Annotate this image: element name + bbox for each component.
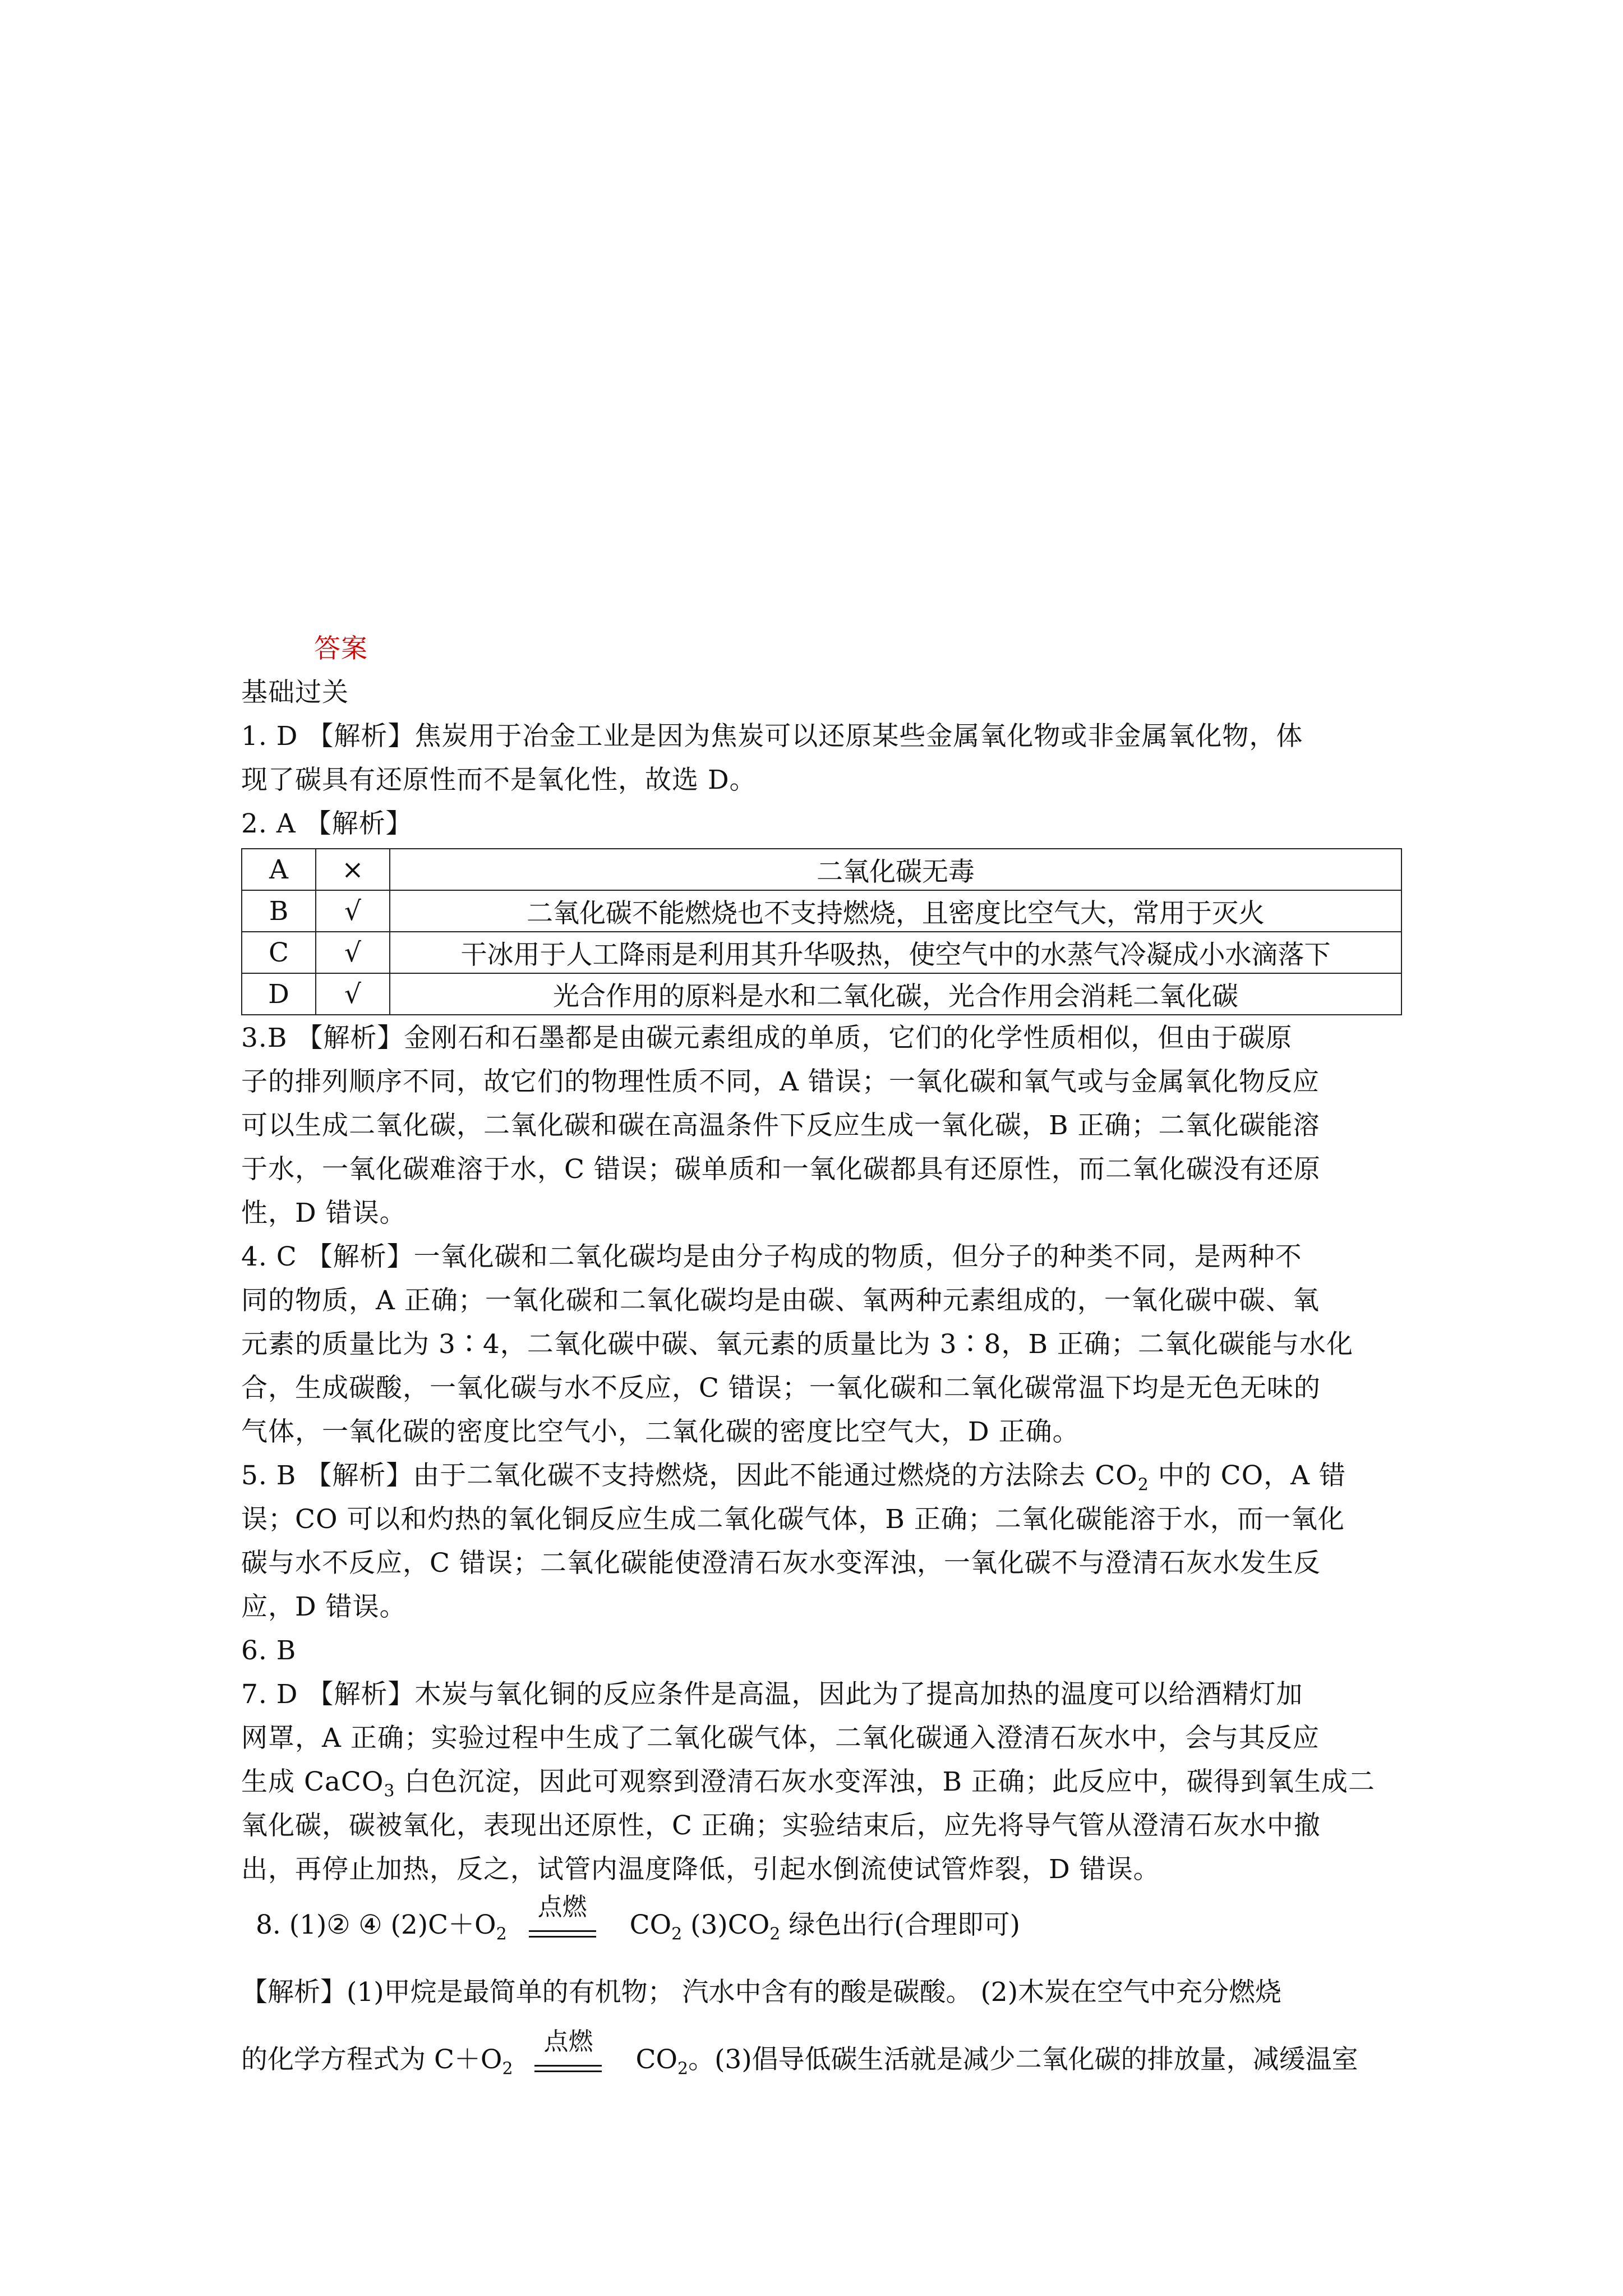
- q8-explanation-line-1: 【解析】(1)甲烷是最简单的有机物； 汽水中含有的酸是碳酸。 (2)木炭在空气中充分燃烧: [241, 1977, 1282, 2008]
- q5-line-1: [241, 1454, 1402, 1498]
- option-cell: D: [242, 973, 316, 1015]
- q7-text-b: 白色沉淀，因此可观察到澄清石灰水变浑浊，B 正确；此反应中，碳得到氧生成二: [395, 1766, 1375, 1797]
- q7-line-4: 氧化碳，碳被氧化，表现出还原性，C 正确；实验结束后，应先将导气管从澄清石灰水中撤: [241, 1810, 1321, 1841]
- verdict-cell: √: [316, 890, 390, 932]
- verdict-cell: ×: [316, 849, 390, 890]
- q4-line-3: 元素的质量比为 3∶4，二氧化碳中碳、氧元素的质量比为 3∶8，B 正确；二氧化碳能与水化: [241, 1329, 1353, 1360]
- q8-product: CO: [629, 1910, 672, 1940]
- q1-line-2: 现了碳具有还原性而不是氧化性，故选 D。: [241, 765, 757, 795]
- q7-line-3: [241, 1760, 1402, 1804]
- q5-line-2: 误；CO 可以和灼热的氧化铜反应生成二氧化碳气体，B 正确；二氧化碳能溶于水，而一氧化: [241, 1504, 1345, 1535]
- section-heading: 基础过关: [241, 677, 349, 708]
- q8-expl-product: CO: [635, 2044, 677, 2075]
- q7-line-2: 网罩，A 正确；实验过程中生成了二氧化碳气体，二氧化碳通入澄清石灰水中，会与其反应: [241, 1723, 1320, 1754]
- reaction-condition: 点燃: [543, 2027, 593, 2056]
- q2-analysis-table: [241, 848, 1402, 1015]
- explanation-cell: 二氧化碳不能燃烧也不支持燃烧，且密度比空气大，常用于灭火: [390, 890, 1401, 932]
- q8-answer-a: 8. (1)② ④ (2)C＋O: [256, 1910, 496, 1940]
- table-row: [242, 849, 1401, 890]
- option-cell: B: [242, 890, 316, 932]
- q8-answer-b: (3)CO: [682, 1910, 770, 1940]
- explanation-cell: 干冰用于人工降雨是利用其升华吸热，使空气中的水蒸气冷凝成小水滴落下: [390, 932, 1401, 973]
- q4-line-1: 4. C 【解析】一氧化碳和二氧化碳均是由分子构成的物质，但分子的种类不同，是两种不: [241, 1241, 1302, 1272]
- q4-line-5: 气体，一氧化碳的密度比空气小，二氧化碳的密度比空气大，D 正确。: [241, 1416, 1080, 1447]
- q6-line: 6. B: [241, 1635, 297, 1666]
- reaction-condition: 点燃: [537, 1893, 587, 1921]
- q8-expl-a: 的化学方程式为 C＋O: [241, 2044, 502, 2075]
- reaction-condition-arrow: [534, 2027, 602, 2078]
- q5-line-4: 应，D 错误。: [241, 1591, 407, 1622]
- q5-text-a: 5. B 【解析】由于二氧化碳不支持燃烧，因此不能通过燃烧的方法除去 CO: [241, 1460, 1138, 1491]
- explanation-cell: 二氧化碳无毒: [390, 849, 1401, 890]
- q5-text-b: 中的 CO，A 错: [1149, 1460, 1347, 1491]
- table-row: [242, 890, 1401, 932]
- verdict-cell: √: [316, 973, 390, 1015]
- q3-line-3: 可以生成二氧化碳，二氧化碳和碳在高温条件下反应生成一氧化碳，B 正确；二氧化碳能溶: [241, 1110, 1320, 1141]
- subscript: 2: [769, 1924, 781, 1944]
- q7-line-5: 出，再停止加热，反之，试管内温度降低，引起水倒流使试管炸裂，D 错误。: [241, 1854, 1160, 1885]
- q2-heading: 2. A 【解析】: [241, 808, 413, 839]
- q1-line-1: 1. D 【解析】焦炭用于冶金工业是因为焦炭可以还原某些金属氧化物或非金属氧化物，体: [241, 721, 1303, 752]
- q8-explanation-line-2: [241, 2026, 1402, 2093]
- q8-answer-line: [256, 1892, 1402, 1959]
- subscript: 2: [671, 1924, 683, 1944]
- q3-line-5: 性，D 错误。: [241, 1198, 407, 1228]
- subscript: 3: [384, 1781, 395, 1801]
- verdict-cell: √: [316, 932, 390, 973]
- q4-line-4: 合，生成碳酸，一氧化碳与水不反应，C 错误；一氧化碳和二氧化碳常温下均是无色无味的: [241, 1373, 1321, 1404]
- q3-line-2: 子的排列顺序不同，故它们的物理性质不同，A 错误；一氧化碳和氧气或与金属氧化物反应: [241, 1066, 1320, 1097]
- q4-line-2: 同的物质，A 正确；一氧化碳和二氧化碳均是由碳、氧两种元素组成的，一氧化碳中碳、氧: [241, 1285, 1320, 1316]
- q3-line-4: 于水，一氧化碳难溶于水，C 错误；碳单质和一氧化碳都具有还原性，而二氧化碳没有还原: [241, 1154, 1321, 1185]
- q5-line-3: 碳与水不反应，C 错误；二氧化碳能使澄清石灰水变浑浊，一氧化碳不与澄清石灰水发生反: [241, 1548, 1321, 1579]
- subscript: 2: [502, 2059, 513, 2079]
- option-cell: C: [242, 932, 316, 973]
- subscript: 2: [677, 2059, 689, 2079]
- option-cell: A: [242, 849, 316, 890]
- explanation-cell: 光合作用的原料是水和二氧化碳，光合作用会消耗二氧化碳: [390, 973, 1401, 1015]
- q7-line-1: 7. D 【解析】木炭与氧化铜的反应条件是高温，因此为了提高加热的温度可以给酒精灯加: [241, 1679, 1303, 1710]
- table-row: [242, 932, 1401, 973]
- q8-answer-c: 绿色出行(合理即可): [780, 1910, 1020, 1940]
- table-row: [242, 973, 1401, 1015]
- answer-title: 答案: [314, 633, 368, 664]
- q7-text-a: 生成 CaCO: [241, 1766, 384, 1797]
- answer-document: [241, 627, 1402, 2093]
- q3-line-1: 3.B 【解析】金刚石和石墨都是由碳元素组成的单质，它们的化学性质相似，但由于碳原: [241, 1023, 1293, 1053]
- subscript: 2: [496, 1924, 507, 1944]
- q8-expl-b: 。(3)倡导低碳生活就是减少二氧化碳的排放量，减缓温室: [688, 2044, 1358, 2075]
- subscript: 2: [1137, 1475, 1149, 1495]
- reaction-condition-arrow: [529, 1893, 596, 1944]
